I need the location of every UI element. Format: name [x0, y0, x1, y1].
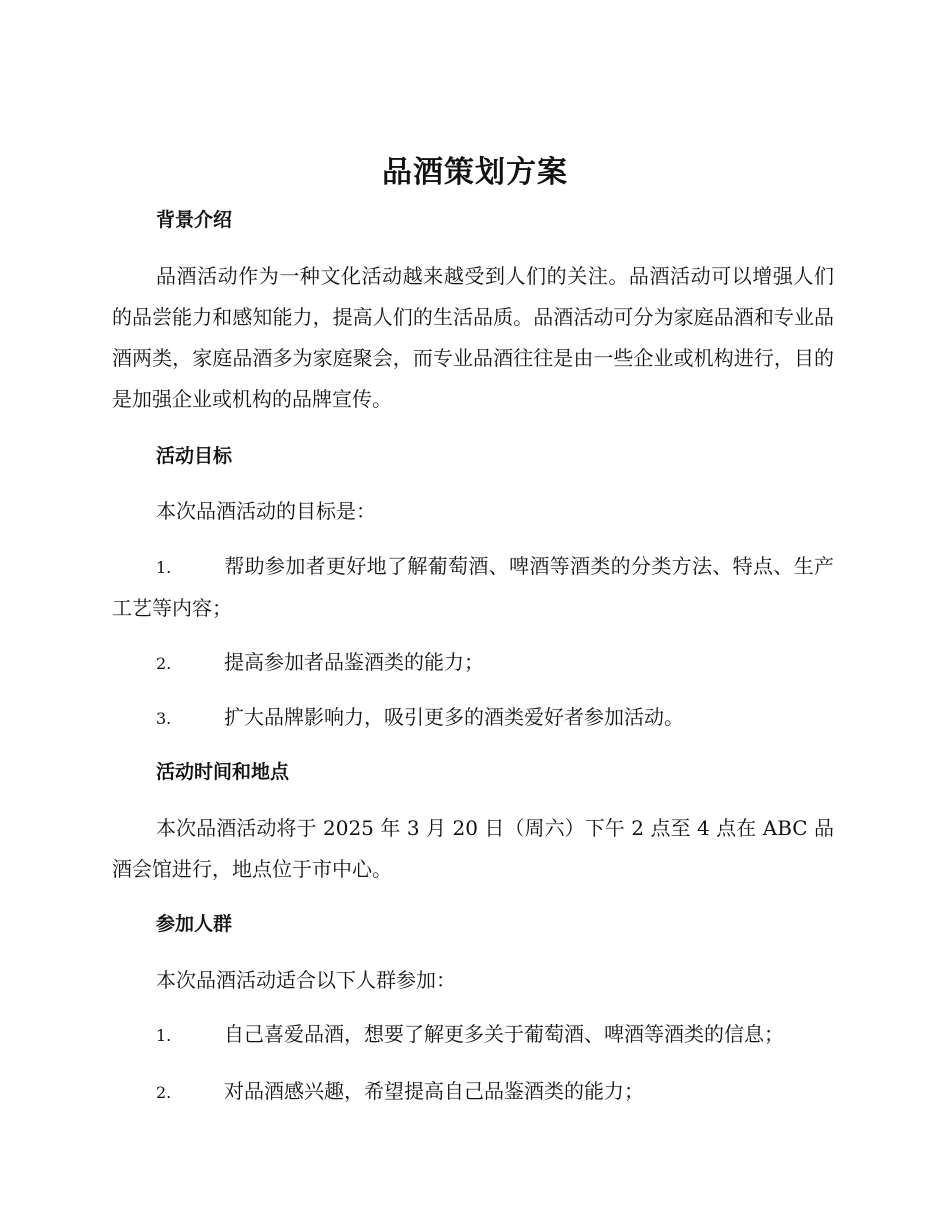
list-text: 提高参加者品鉴酒类的能力；: [224, 650, 484, 674]
goal-item: [112, 697, 834, 739]
audience-item: [112, 1014, 834, 1056]
section-heading-background: 背景介绍: [156, 209, 233, 231]
list-number: 2.: [156, 654, 172, 673]
goals-intro: 本次品酒活动的目标是：: [156, 499, 376, 523]
section-heading-audience: 参加人群: [156, 913, 233, 935]
time-place-paragraph: 本次品酒活动将于 2025 年 3 月 20 日（周六）下午 2 点至 4 点在 ABC 品酒会馆进行，地点位于市中心。: [112, 816, 834, 881]
list-text: 帮助参加者更好地了解葡萄酒、啤酒等酒类的分类方法、特点、生产工艺等内容；: [112, 554, 834, 620]
section-heading-goals: 活动目标: [156, 445, 233, 467]
audience-intro: 本次品酒活动适合以下人群参加：: [156, 968, 456, 992]
goal-item: [112, 642, 834, 684]
list-number: 1.: [156, 558, 172, 577]
goal-item: [112, 546, 834, 629]
document-title: 品酒策划方案: [382, 155, 568, 190]
list-number: 3.: [156, 709, 172, 728]
audience-item: [112, 1071, 834, 1113]
list-number: 1.: [156, 1026, 172, 1045]
list-number: 2.: [156, 1083, 172, 1102]
list-text: 扩大品牌影响力，吸引更多的酒类爱好者参加活动。: [224, 705, 684, 729]
background-paragraph: 品酒活动作为一种文化活动越来越受到人们的关注。品酒活动可以增强人们的品尝能力和感知能力，提高人们的生活品质。品酒活动可分为家庭品酒和专业品酒两类，家庭品酒多为家庭聚会，而专业品酒往往是由一些企业或机构进行，目的是加强企业或机构的品牌宣传。: [112, 264, 834, 411]
list-text: 对品酒感兴趣，希望提高自己品鉴酒类的能力；: [224, 1079, 644, 1103]
list-text: 自己喜爱品酒，想要了解更多关于葡萄酒、啤酒等酒类的信息；: [224, 1022, 784, 1046]
section-heading-time-place: 活动时间和地点: [156, 761, 290, 783]
